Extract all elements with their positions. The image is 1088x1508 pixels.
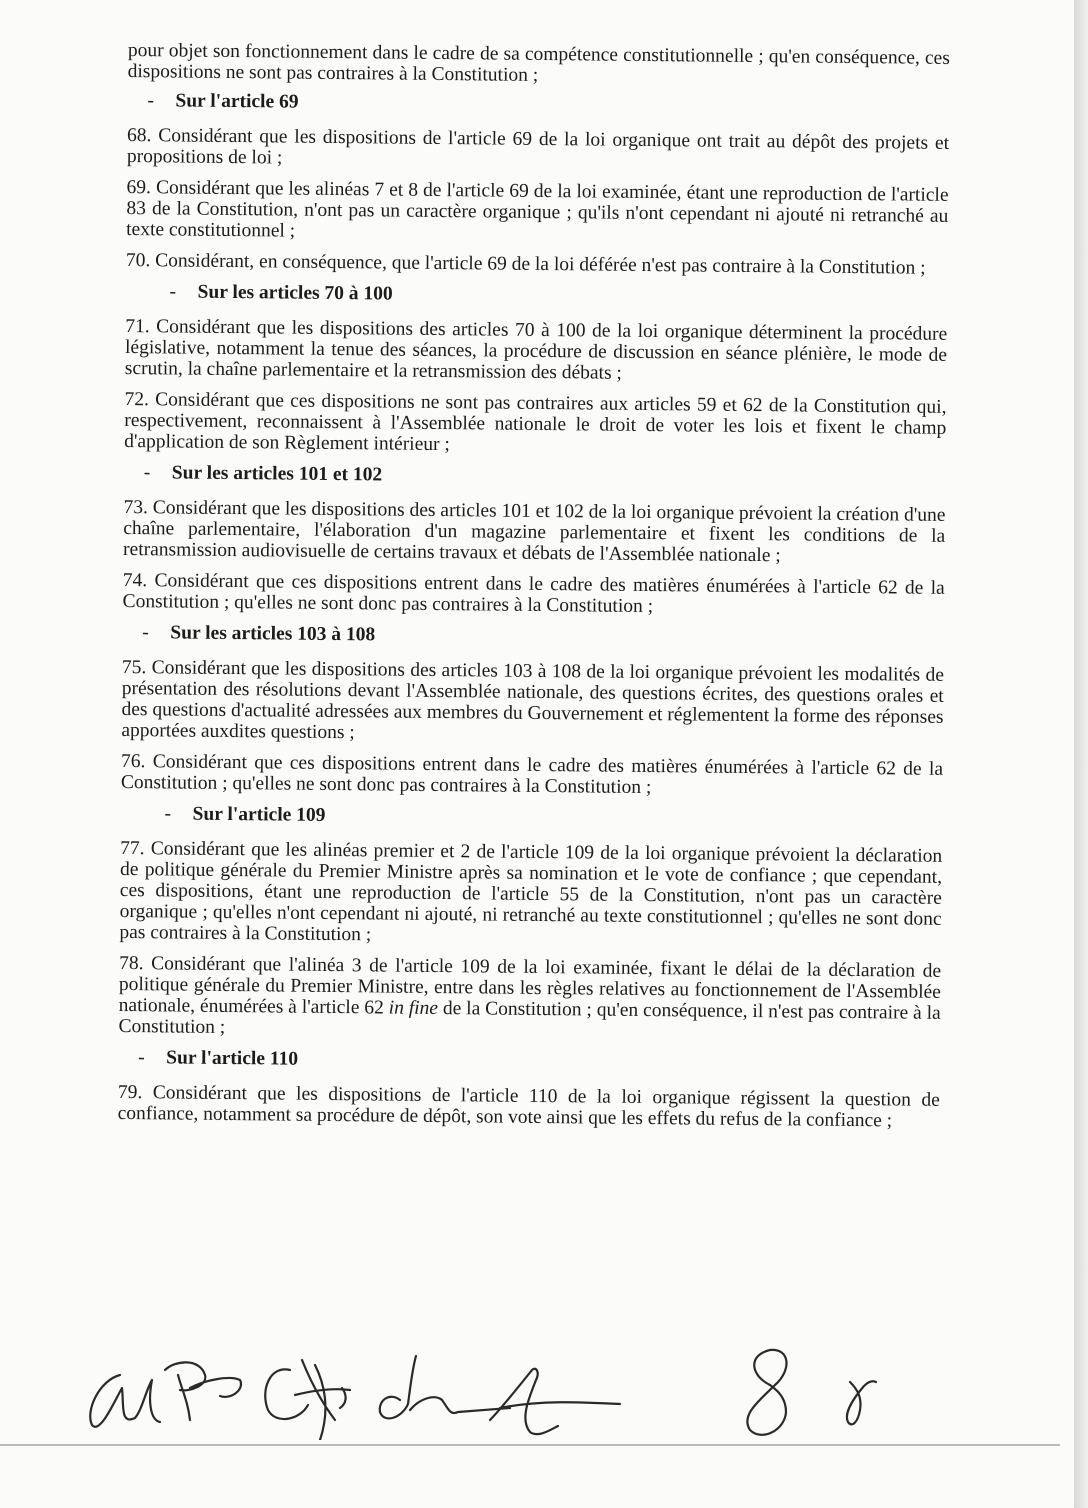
section-heading-text: Sur les articles 103 à 108 xyxy=(170,622,376,646)
initial-3 xyxy=(265,1360,350,1440)
heading-dash: - xyxy=(142,622,149,644)
paragraph-68: 68. Considérant que les dispositions de l'article 69 de la loi organique ont trait au dépôt des projets et propositions de loi ; xyxy=(126,124,950,169)
section-heading-art69 xyxy=(127,90,949,119)
intro-paragraph: pour objet son fonctionnement dans le cadre de sa compétence constitutionnelle ; qu'en conséquence, ces dispositions ne sont pas contraires à la Constitution ; xyxy=(127,40,950,86)
initial-5 xyxy=(490,1369,620,1434)
initial-6 xyxy=(747,1350,786,1435)
section-heading-art109 xyxy=(120,803,942,832)
paragraph-74: 74. Considérant que ces dispositions entrent dans le cadre des matières énumérées à l'article 62 de la Constitution ; qu'elles ne sont donc pas contraires à la Constitution ; xyxy=(122,569,945,618)
section-heading-art110 xyxy=(118,1047,940,1076)
paragraph-79: 79. Considérant que les dispositions de l'article 110 de la loi organique régissent la question de confiance, notamment sa procédure de dépôt, son vote ainsi que les effets du refus de la confiance ; xyxy=(117,1081,940,1132)
in-fine-italic: in fine xyxy=(388,997,439,1020)
paragraph-78-text-end: de la Constitution ; qu'en conséquence, il n'est pas contraire à la Constitution ; xyxy=(118,998,941,1038)
paragraph-76: 76. Considérant que ces dispositions entrent dans le cadre des matières énumérées à l'article 62 de la Constitution ; qu'elles ne sont donc pas contraires à la Constitution ; xyxy=(120,750,944,799)
section-heading-art103-108 xyxy=(122,622,944,651)
heading-dash: - xyxy=(164,803,172,825)
paragraph-70: 70. Considérant, en conséquence, que l'article 69 de la loi déférée n'est pas contraire à la Constitution ; xyxy=(125,249,926,279)
paragraph-75: 75. Considérant que les dispositions des articles 103 à 108 de la loi organique prévoient les modalités de présentation des résolutions devant l'Assemblée nationale, des questions écrites, des questions orales et des questions d'actualité adressées aux membres du Gouvernement et réglementent la forme des réponses apportées auxdites questions ; xyxy=(121,656,945,744)
heading-dash: - xyxy=(143,462,151,484)
paragraph-78 xyxy=(118,953,941,1045)
section-heading-text: Sur l'article 69 xyxy=(175,90,299,113)
section-heading-text: Sur les articles 101 et 102 xyxy=(171,462,383,486)
paragraph-73: 73. Considérant que les dispositions des articles 101 et 102 de la loi organique prévoient la création d'une chaîne parlementaire, l'élaboration d'un magazine parlementaire et fixent les conditions de la retransmission audiovisuelle de certains travaux et débats de l'Assemblée nationale ; xyxy=(123,496,946,567)
initial-7 xyxy=(847,1381,876,1424)
initial-4 xyxy=(380,1356,510,1418)
section-heading-text: Sur l'article 110 xyxy=(166,1047,299,1070)
handwritten-initials xyxy=(80,1330,980,1440)
paragraph-71: 71. Considérant que les dispositions des articles 70 à 100 de la loi organique déterminent la procédure législative, notamment la tenue des séances, la procédure de discussion en séance plénière, le mode de scrutin, la chaîne parlementaire et la retransmission des débats ; xyxy=(124,315,948,384)
paragraph-78-text: 78. Considérant que l'alinéa 3 de l'article 109 de la loi examinée, fixant le délai de la déclaration de politique générale du Premier Ministre, entre dans les règles relatives au fonctionnement de l'Assemblée nationale, énumérées à l'article 62 xyxy=(118,952,942,1019)
paragraph-77: 77. Considérant que les alinéas premier et 2 de l'article 109 de la loi organique prévoient la déclaration de politique générale du Premier Ministre après sa nomination et le vote de confiance ; que cependant, ces dispositions, étant une reproduction de l'article 55 de la Constitution, n'ont pas un caractère organique ; qu'elles n'ont cependant ni ajouté, ni retranché au texte constitutionnel ; qu'elles ne sont donc pas contraires à la Constitution ; xyxy=(119,837,943,946)
section-heading-art101-102 xyxy=(124,462,946,491)
document-body xyxy=(117,40,949,1142)
heading-dash: - xyxy=(138,1047,145,1069)
scan-edge xyxy=(1074,0,1088,1508)
section-heading-text: Sur l'article 109 xyxy=(192,803,326,826)
paragraph-69: 69. Considérant que les alinéas 7 et 8 de l'article 69 de la loi examinée, étant une reproduction de l'article 83 de la Constitution, n'ont pas un caractère organique ; qu'ils n'ont cependant ni ajouté ni retranché au texte constitutionnel ; xyxy=(126,176,949,242)
initial-2 xyxy=(165,1362,241,1420)
paragraph-72: 72. Considérant que ces dispositions ne sont pas contraires aux articles 59 et 62 de la Constitution qui, respectivement, reconnaissent à l'Assemblée nationale le droit de voter les lois et fixent le champ d'application de son Règlement intérieur ; xyxy=(124,388,947,456)
heading-dash: - xyxy=(147,90,155,112)
initial-1 xyxy=(90,1375,160,1427)
section-heading-art70-100 xyxy=(125,281,947,310)
heading-dash: - xyxy=(169,281,177,303)
page-bottom-rule xyxy=(0,1444,1060,1446)
section-heading-text: Sur les articles 70 à 100 xyxy=(197,281,393,305)
